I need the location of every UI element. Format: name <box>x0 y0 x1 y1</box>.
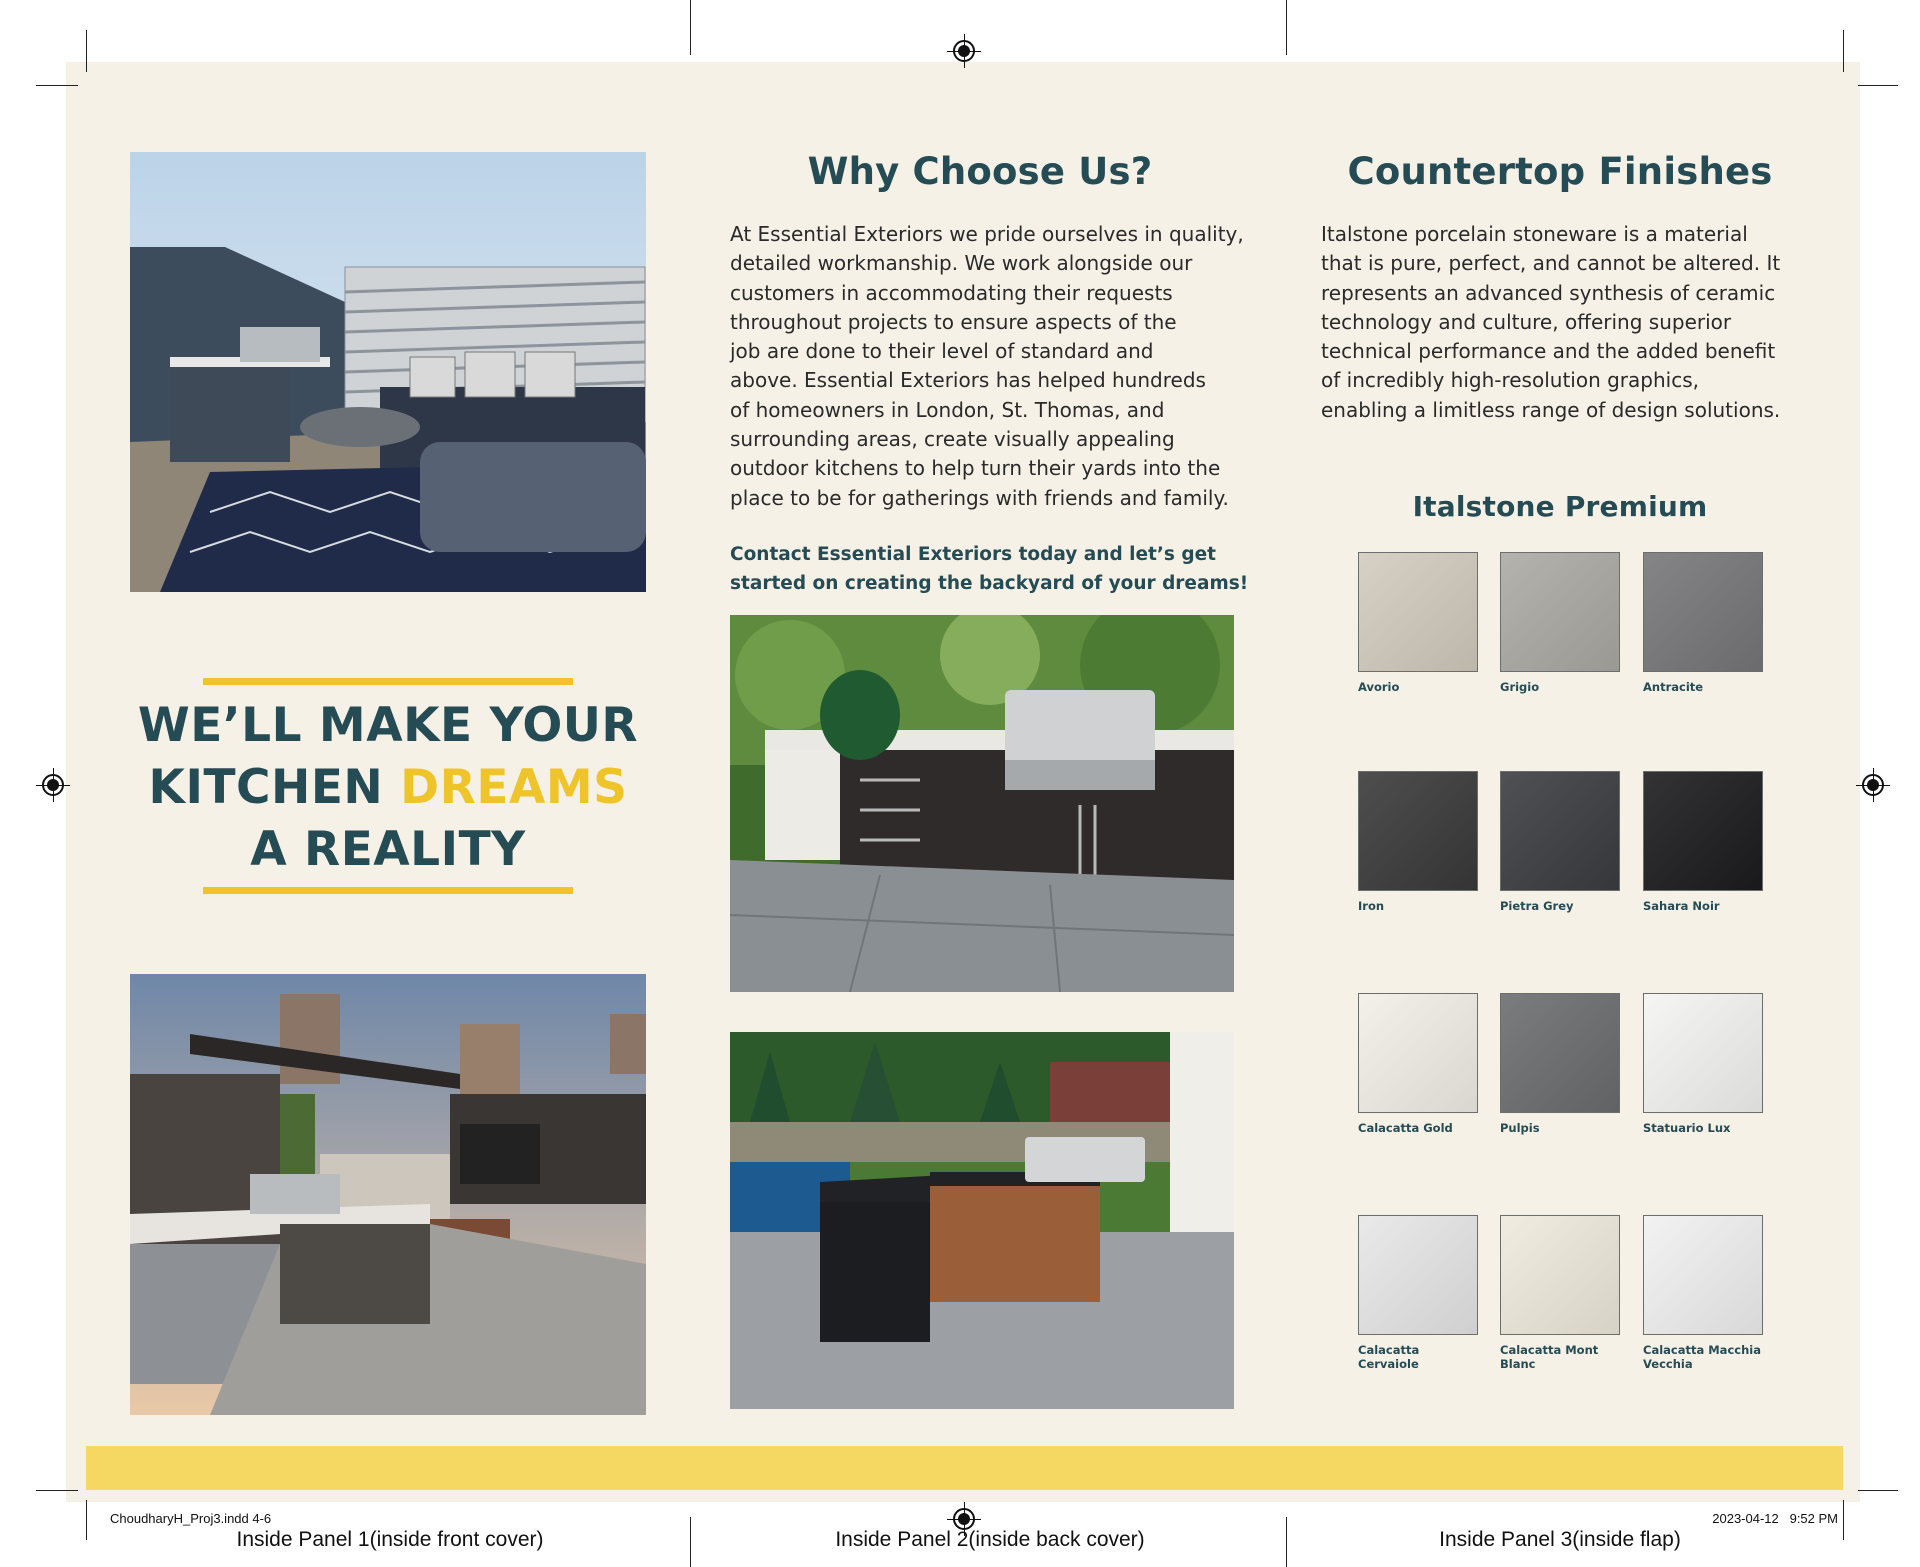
finish-swatch <box>1643 1215 1763 1335</box>
crop-mark <box>1858 85 1898 86</box>
crop-mark <box>86 30 87 72</box>
finish-swatch-label: Statuario Lux <box>1643 1121 1731 1135</box>
finish-swatch <box>1643 552 1763 672</box>
crop-mark <box>36 85 78 86</box>
slug-timestamp: 2023-04-12 9:52 PM <box>1712 1511 1838 1526</box>
why-choose-us-body: At Essential Exteriors we pride ourselves in quality, detailed workmanship. We work alongside our customers in accommodating their requests throughout projects to ensure aspects of the job are done to their level of standard and above. Essential Exteriors has helped hundreds of homeowners in London, St. Thomas, and surrounding areas, create visually appealing outdoor kitchens to help turn their yards into the place to be for gatherings with friends and family. <box>730 222 1244 510</box>
contact-call-to-action: Contact Essential Exteriors today and let’s get started on creating the backyard of your dreams! <box>730 544 1249 594</box>
registration-mark-icon <box>953 40 975 62</box>
finish-swatch-label: Pulpis <box>1500 1121 1540 1135</box>
crop-mark <box>1843 1500 1844 1540</box>
slug-panel-2-label: Inside Panel 2(inside back cover) <box>835 1528 1145 1551</box>
finish-swatch-label: Calacatta Cervaiole <box>1358 1343 1420 1371</box>
hero-line-2-text: KITCHEN <box>148 760 401 815</box>
italstone-premium-subheading: Italstone Premium <box>1412 490 1708 523</box>
hero-bottom-rule <box>203 887 573 894</box>
slug-panel-3-label: Inside Panel 3(inside flap) <box>1439 1528 1681 1551</box>
footer-band <box>86 1446 1843 1490</box>
registration-mark-icon <box>42 774 64 796</box>
finish-swatch-label: Antracite <box>1643 680 1704 694</box>
poolside-kitchen-photo <box>730 1032 1234 1409</box>
crop-mark <box>1286 1517 1287 1567</box>
outdoor-grill-photo <box>730 615 1234 992</box>
finish-swatch <box>1500 771 1620 891</box>
hero-line-3: A REALITY <box>250 822 526 877</box>
why-choose-us-heading: Why Choose Us? <box>807 150 1153 193</box>
hero-line-2 <box>110 757 666 819</box>
registration-mark-icon <box>953 1508 975 1530</box>
crop-mark <box>1286 0 1287 55</box>
crop-mark <box>36 1490 78 1491</box>
countertop-finishes-body: Italstone porcelain stoneware is a material that is pure, perfect, and cannot be altered. It represents an advanced synthesis of ceramic technology and culture, offering superior technical performance and the added benefit of incredibly high-resolution graphics, enabling a limitless range of design solutions. <box>1321 222 1781 422</box>
urban-kitchen-photo <box>130 974 646 1415</box>
rooftop-patio-photo <box>130 152 646 592</box>
finish-swatch <box>1358 552 1478 672</box>
finish-swatch-label: Iron <box>1358 899 1385 913</box>
finish-swatch-label: Grigio <box>1500 680 1540 694</box>
finish-swatch <box>1500 993 1620 1113</box>
finish-swatch <box>1643 771 1763 891</box>
slug-filename: ChoudharyH_Proj3.indd 4-6 <box>110 1511 272 1526</box>
crop-mark <box>86 1500 87 1540</box>
countertop-finishes-heading: Countertop Finishes <box>1347 150 1773 193</box>
crop-mark <box>690 1517 691 1567</box>
crop-mark <box>690 0 691 55</box>
hero-headline <box>110 695 666 881</box>
finish-swatch <box>1358 993 1478 1113</box>
registration-mark-icon <box>1862 774 1884 796</box>
finish-swatch <box>1643 993 1763 1113</box>
finish-swatch-label: Pietra Grey <box>1500 899 1574 913</box>
finish-swatch-label: Avorio <box>1358 680 1400 694</box>
hero-top-rule <box>203 678 573 685</box>
finish-swatch-label: Calacatta Macchia Vecchia <box>1643 1343 1761 1371</box>
finish-swatch-label: Calacatta Mont Blanc <box>1500 1343 1599 1371</box>
finish-swatch <box>1358 1215 1478 1335</box>
slug-panel-1-label: Inside Panel 1(inside front cover) <box>236 1528 544 1551</box>
finish-swatch <box>1358 771 1478 891</box>
finish-swatch-label: Sahara Noir <box>1643 899 1720 913</box>
crop-mark <box>1843 30 1844 72</box>
crop-mark <box>1858 1490 1898 1491</box>
hero-line-1: WE’LL MAKE YOUR <box>137 698 639 753</box>
finish-swatch <box>1500 552 1620 672</box>
finish-swatch <box>1500 1215 1620 1335</box>
finish-swatch-label: Calacatta Gold <box>1358 1121 1453 1135</box>
hero-highlight-word: DREAMS <box>400 760 628 815</box>
